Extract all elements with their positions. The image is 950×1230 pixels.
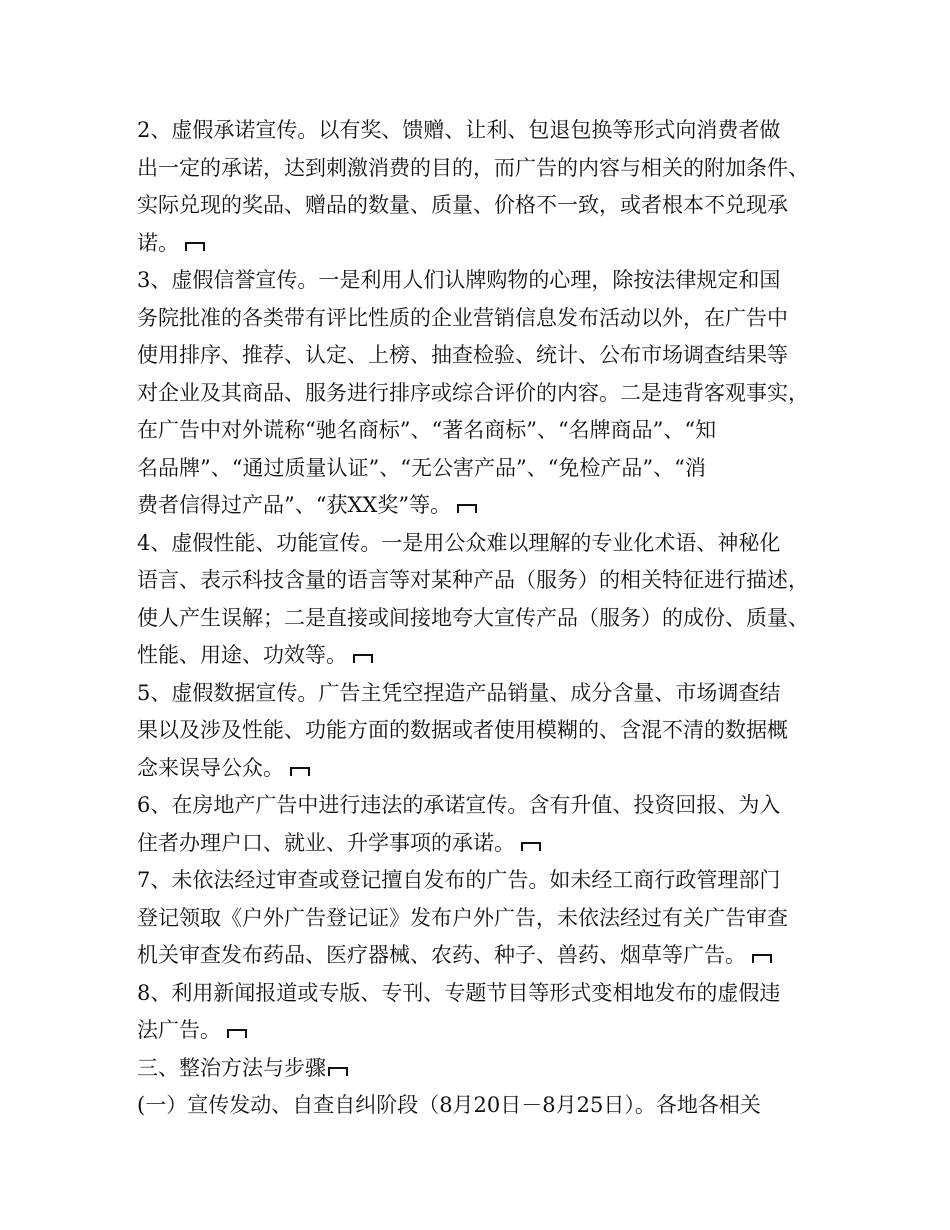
paragraph-step-1 <box>137 1087 827 1125</box>
line: 机关审查发布药品、医疗器械、农药、种子、兽药、烟草等广告。 <box>137 943 746 967</box>
section-heading <box>137 1050 827 1088</box>
line: 法广告。 <box>137 1018 221 1042</box>
document-body <box>137 112 827 1125</box>
paragraph-item-7 <box>137 862 827 975</box>
paragraph-return-mark-icon <box>290 767 310 776</box>
line: 果以及涉及性能、功能方面的数据或者使用模糊的、含混不清的数据概 <box>137 718 788 742</box>
line: 实际兑现的奖品、赠品的数量、质量、价格不一致，或者根本不兑现承 <box>137 193 788 217</box>
line: 诺。 <box>137 230 179 255</box>
line: 在广告中对外谎称“驰名商标”、“著名商标”、“名牌商品”、“知 <box>137 418 717 442</box>
line: 名品牌”、“通过质量认证”、“无公害产品”、“免检产品”、“消 <box>137 455 706 480</box>
paragraph-return-mark-icon <box>752 954 772 963</box>
paragraph-item-3 <box>137 262 827 525</box>
line: 3、虚假信誉宣传。一是利用人们认牌购物的心理，除按法律规定和国 <box>137 268 781 292</box>
paragraph-return-mark-icon <box>457 504 477 513</box>
paragraph-item-4 <box>137 525 827 675</box>
paragraph-item-8 <box>137 975 827 1050</box>
paragraph-item-2 <box>137 112 827 262</box>
line: 使人产生误解；二是直接或间接地夸大宣传产品（服务）的成份、质量、 <box>137 605 809 630</box>
paragraph-return-mark-icon <box>353 654 373 663</box>
line: (一）宣传发动、自查自纠阶段（8月20日－8月25日）。各地各相关 <box>137 1093 761 1117</box>
line: 性能、用途、功效等。 <box>137 643 347 667</box>
line: 对企业及其商品、服务进行排序或综合评价的内容。二是违背客观事实， <box>137 380 809 405</box>
line: 8、利用新闻报道或专版、专刊、专题节目等形式变相地发布的虚假违 <box>137 980 781 1005</box>
paragraph-return-mark-icon <box>521 842 541 851</box>
line: 登记领取《户外广告登记证》发布户外广告，未依法经过有关广告审查 <box>137 905 788 930</box>
paragraph-item-5 <box>137 675 827 788</box>
line: 5、虚假数据宣传。广告主凭空捏造产品销量、成分含量、市场调查结 <box>137 680 781 705</box>
line: 念来误导公众。 <box>137 755 284 780</box>
line: 出一定的承诺，达到刺激消费的目的，而广告的内容与相关的附加条件、 <box>137 155 809 180</box>
paragraph-return-mark-icon <box>328 1067 348 1076</box>
line: 语言、表示科技含量的语言等对某种产品（服务）的相关特征进行描述， <box>137 568 809 592</box>
line: 住者办理户口、就业、升学事项的承诺。 <box>137 830 515 855</box>
paragraph-return-mark-icon <box>227 1029 247 1038</box>
line: 费者信得过产品”、“获XX奖”等。 <box>137 493 452 517</box>
line: 三、整治方法与步骤 <box>137 1055 326 1080</box>
line: 务院批准的各类带有评比性质的企业营销信息发布活动以外，在广告中 <box>137 305 788 330</box>
paragraph-item-6 <box>137 787 827 862</box>
paragraph-return-mark-icon <box>185 242 205 251</box>
line: 2、虚假承诺宣传。以有奖、馈赠、让利、包退包换等形式向消费者做 <box>137 118 781 142</box>
line: 4、虚假性能、功能宣传。一是用公众难以理解的专业化术语、神秘化 <box>137 530 781 555</box>
line: 7、未依法经过审查或登记擅自发布的广告。如未经工商行政管理部门 <box>137 868 781 892</box>
line: 使用排序、推荐、认定、上榜、抽查检验、统计、公布市场调查结果等 <box>137 343 788 367</box>
line: 6、在房地产广告中进行违法的承诺宣传。含有升值、投资回报、为入 <box>137 793 781 817</box>
